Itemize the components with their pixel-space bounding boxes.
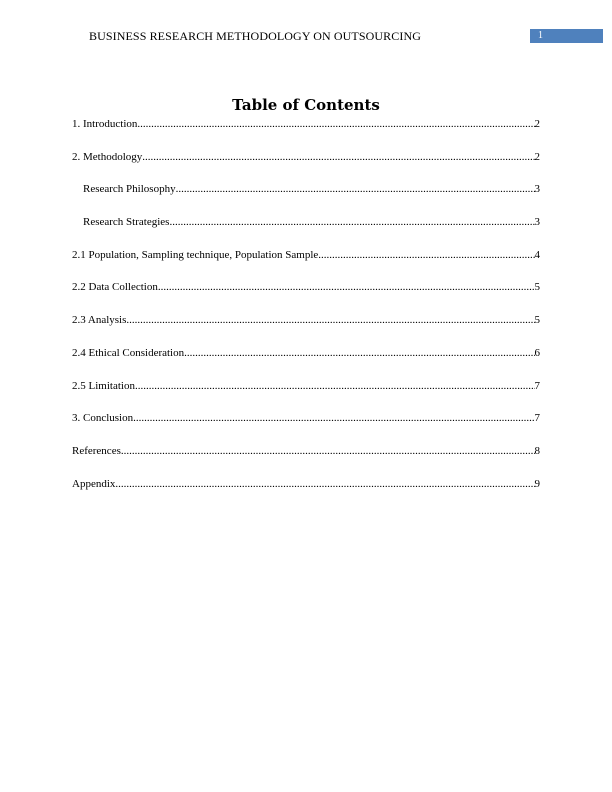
toc-dot-leader	[158, 280, 535, 294]
toc-entry-label: 3. Conclusion	[72, 412, 134, 425]
page-number-badge: 1	[530, 29, 603, 43]
toc-dot-leader	[142, 150, 534, 164]
toc-entry-page: 2	[534, 150, 540, 163]
toc-entry-page: 5	[534, 314, 540, 327]
toc-dot-leader	[135, 379, 535, 393]
running-header-title: BUSINESS RESEARCH METHODOLOGY ON OUTSOURCING	[89, 29, 421, 43]
toc-entry-page: 2	[534, 118, 540, 130]
toc-entry-page: 9	[534, 477, 540, 490]
toc-entry-label: 2.1 Population, Sampling technique, Population Sample	[72, 248, 319, 261]
toc-dot-leader	[121, 444, 535, 458]
toc-entry-page: 4	[534, 248, 540, 261]
toc-entry-limitation[interactable]	[72, 379, 540, 412]
toc-list	[72, 117, 540, 509]
toc-entry-label: References	[72, 444, 121, 457]
toc-entry-label: 2.4 Ethical Consideration	[72, 346, 185, 359]
toc-entry-analysis[interactable]	[72, 313, 540, 346]
toc-heading: Table of Contents	[232, 96, 380, 114]
toc-entry-page: 3	[534, 183, 540, 196]
toc-dot-leader	[133, 411, 534, 425]
toc-entry-label: 2.3 Analysis	[72, 314, 127, 327]
toc-entry-label: 2.5 Limitation	[72, 379, 135, 392]
toc-entry-introduction[interactable]	[72, 117, 540, 150]
toc-entry-data-collection[interactable]	[72, 280, 540, 313]
toc-entry-population-sampling[interactable]	[72, 248, 540, 281]
toc-dot-leader	[126, 313, 534, 327]
toc-entry-research-strategies[interactable]	[72, 215, 540, 248]
toc-entry-methodology[interactable]	[72, 150, 540, 183]
toc-dot-leader	[318, 248, 534, 262]
toc-entry-page: 7	[534, 412, 540, 425]
toc-entry-label: 2.2 Data Collection	[72, 281, 158, 294]
toc-entry-page: 8	[534, 444, 540, 457]
toc-entry-label: Research Philosophy	[83, 183, 176, 196]
toc-dot-leader	[115, 477, 534, 491]
toc-entry-page: 6	[534, 346, 540, 359]
toc-entry-page: 3	[534, 216, 540, 229]
toc-entry-label: Research Strategies	[83, 216, 170, 229]
toc-entry-ethical-consideration[interactable]	[72, 346, 540, 379]
toc-entry-research-philosophy[interactable]	[72, 182, 540, 215]
toc-dot-leader	[184, 346, 534, 360]
toc-entry-page: 7	[534, 379, 540, 392]
toc-entry-label: Appendix	[72, 477, 116, 490]
toc-entry-conclusion[interactable]	[72, 411, 540, 444]
toc-entry-label: 2. Methodology	[72, 150, 143, 163]
toc-entry-references[interactable]	[72, 444, 540, 477]
toc-dot-leader	[137, 117, 534, 131]
toc-dot-leader	[169, 215, 534, 229]
toc-entry-page: 5	[534, 281, 540, 294]
toc-dot-leader	[176, 182, 535, 196]
toc-entry-appendix[interactable]	[72, 477, 540, 510]
toc-entry-label: 1. Introduction	[72, 118, 138, 130]
